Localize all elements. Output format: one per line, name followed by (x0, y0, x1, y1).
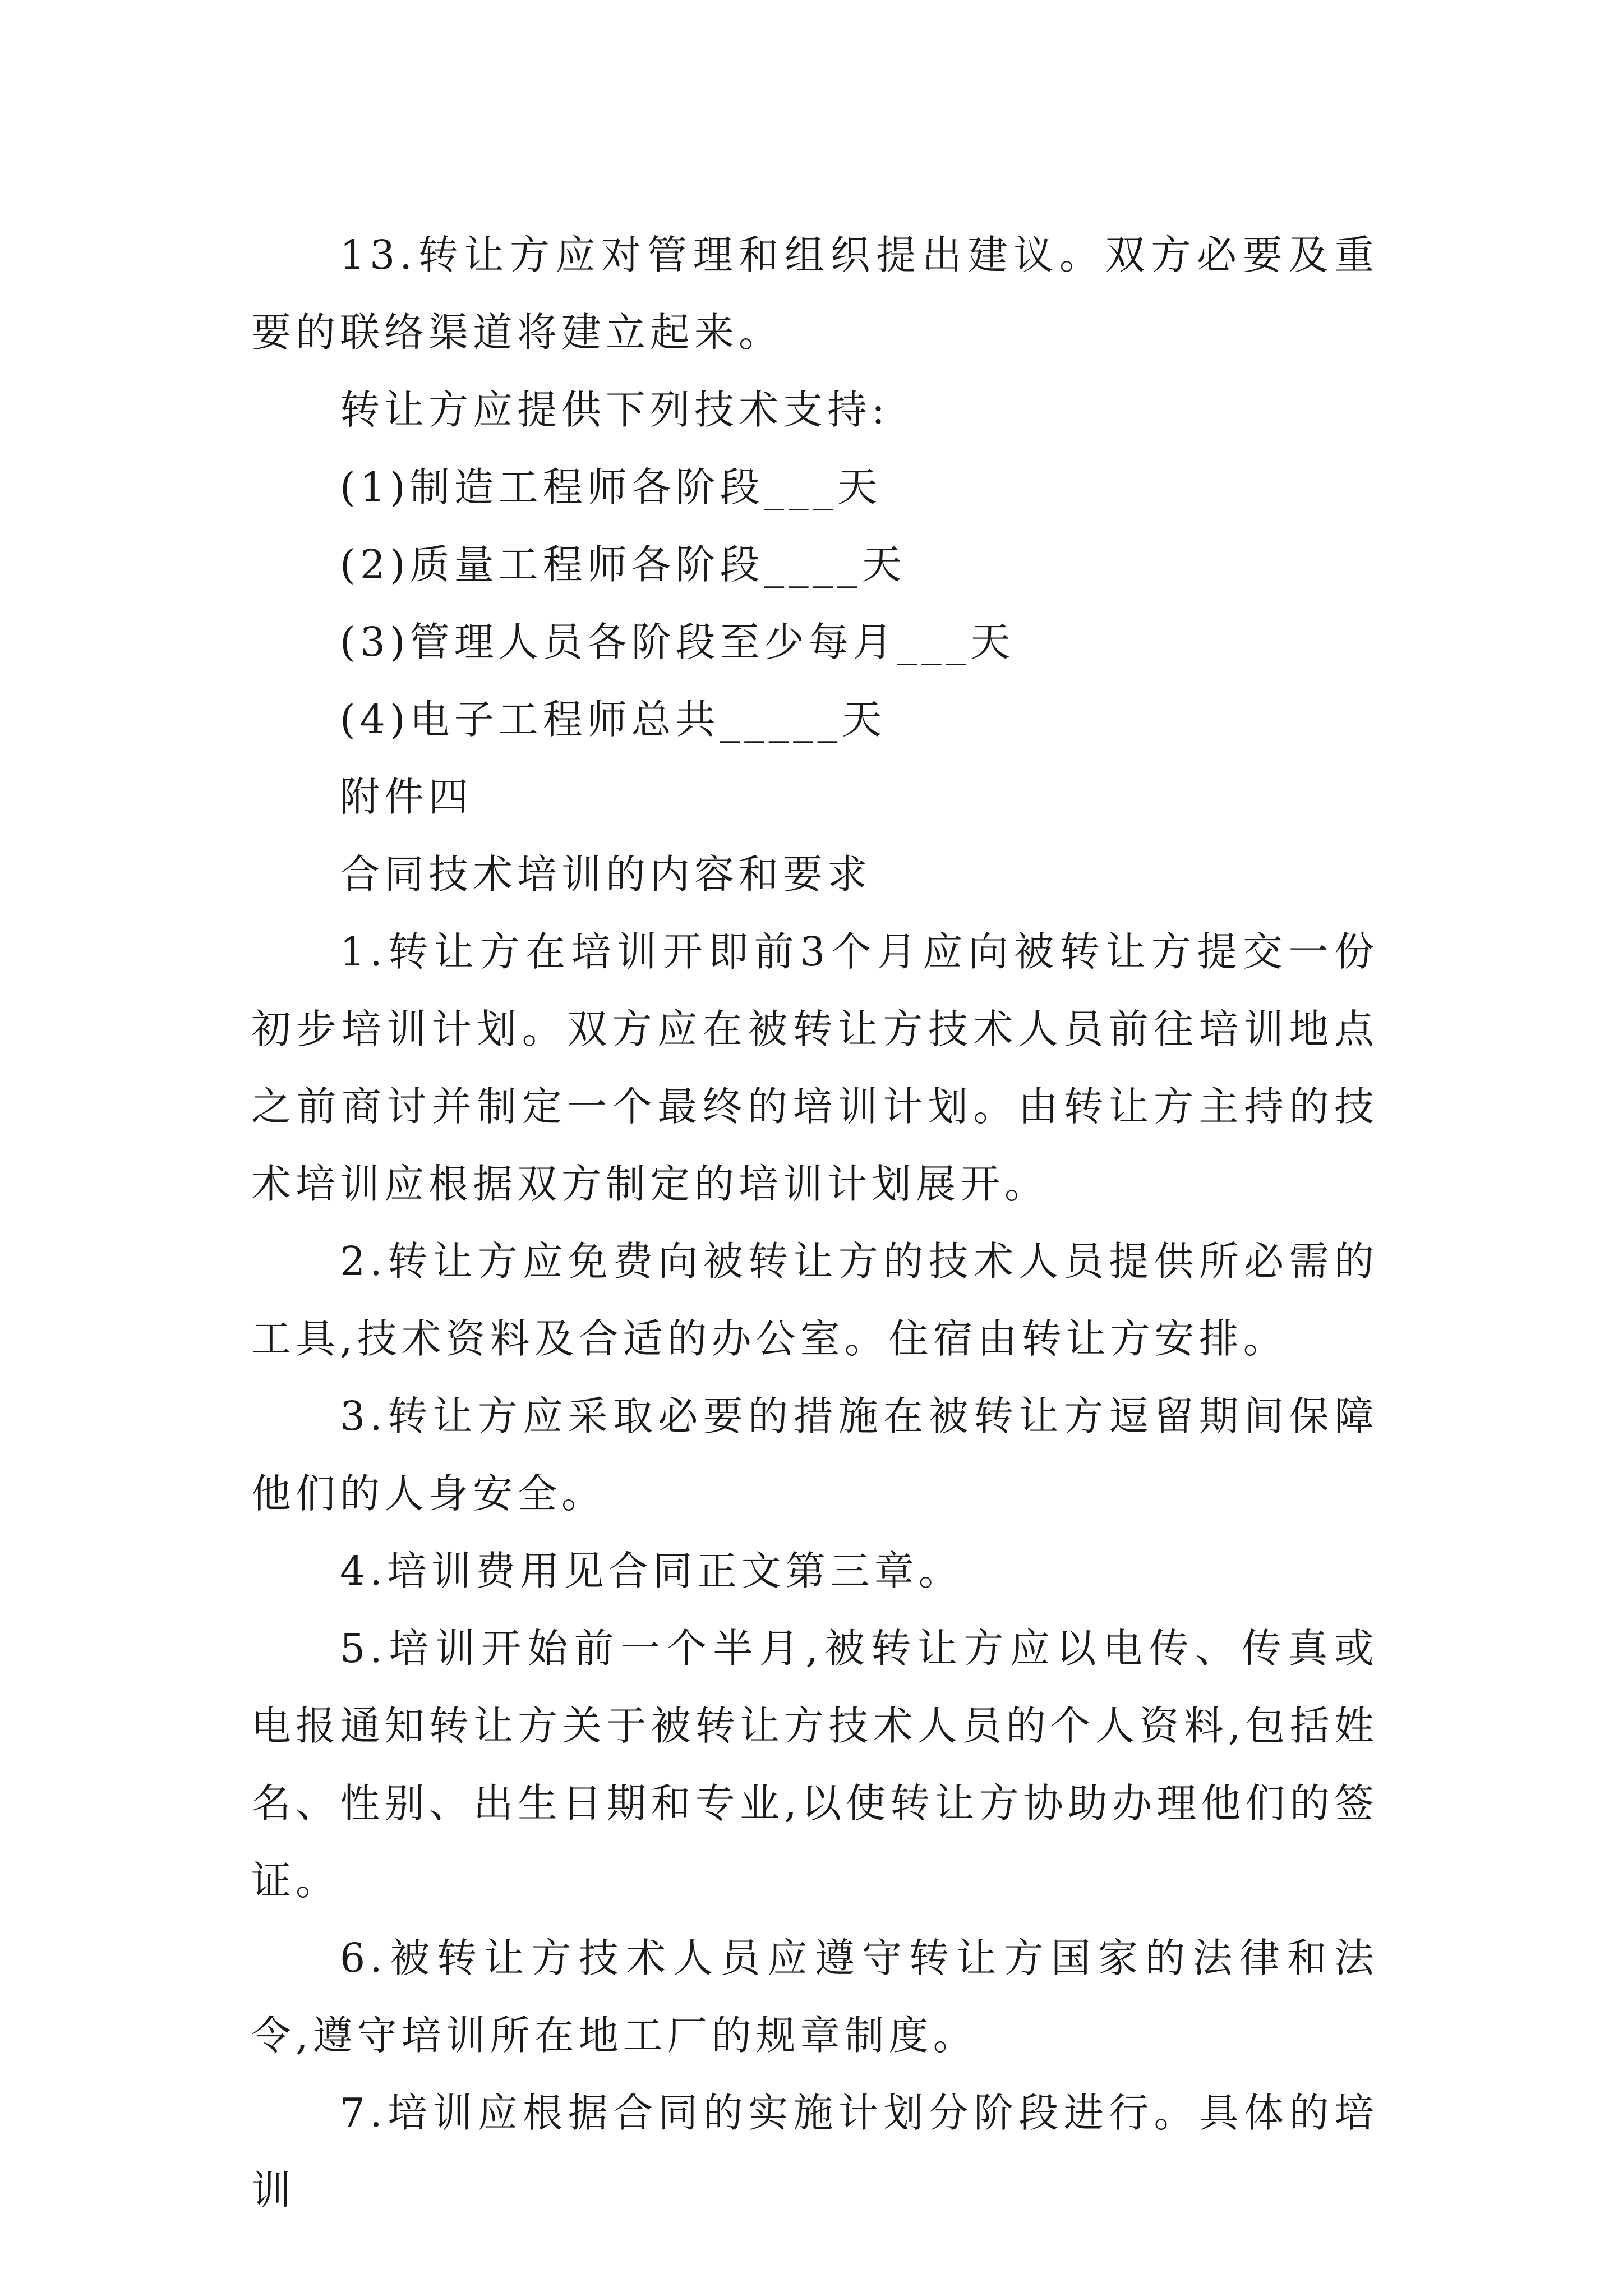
paragraph-training-2: 2.转让方应免费向被转让方的技术人员提供所必需的工具,技术资料及合适的办公室。住宿由转让方安排。 (251, 1238, 1378, 1362)
paragraph-item-13: 13.转让方应对管理和组织提出建议。双方必要及重要的联络渠道将建立起来。 (251, 232, 1378, 356)
paragraph-training-5: 5.培训开始前一个半月,被转让方应以电传、传真或电报通知转让方关于被转让方技术人员的个人资料,包括姓名、性别、出生日期和专业,以使转让方协助办理他们的签证。 (251, 1625, 1378, 1904)
paragraph-training-3: 3.转让方应采取必要的措施在被转让方逗留期间保障他们的人身安全。 (251, 1393, 1378, 1517)
paragraph-support-1: (1)制造工程师各阶段___天 (340, 464, 882, 510)
appendix-heading: 附件四 (340, 774, 473, 820)
appendix-subtitle: 合同技术培训的内容和要求 (340, 851, 872, 898)
paragraph-training-7: 7.培训应根据合同的实施计划分阶段进行。具体的培训 (251, 2090, 1378, 2214)
paragraph-training-4: 4.培训费用见合同正文第三章。 (340, 1548, 963, 1594)
paragraph-support-2: (2)质量工程师各阶段____天 (340, 541, 906, 588)
paragraph-training-1: 1.转让方在培训开即前3个月应向被转让方提交一份初步培训计划。双方应在被转让方技术人员前往培训地点之前商讨并制定一个最终的培训计划。由转让方主持的技术培训应根据双方制定的培训计划展开。 (251, 928, 1378, 1207)
document-body (251, 217, 1378, 2229)
paragraph-support-3: (3)管理人员各阶段至少每月___天 (340, 619, 1015, 665)
paragraph-training-6: 6.被转让方技术人员应遵守转让方国家的法律和法令,遵守培训所在地工厂的规章制度。 (251, 1935, 1378, 2059)
paragraph-support-4: (4)电子工程师总共_____天 (340, 696, 887, 743)
paragraph-tech-support-intro: 转让方应提供下列技术支持: (340, 386, 889, 433)
